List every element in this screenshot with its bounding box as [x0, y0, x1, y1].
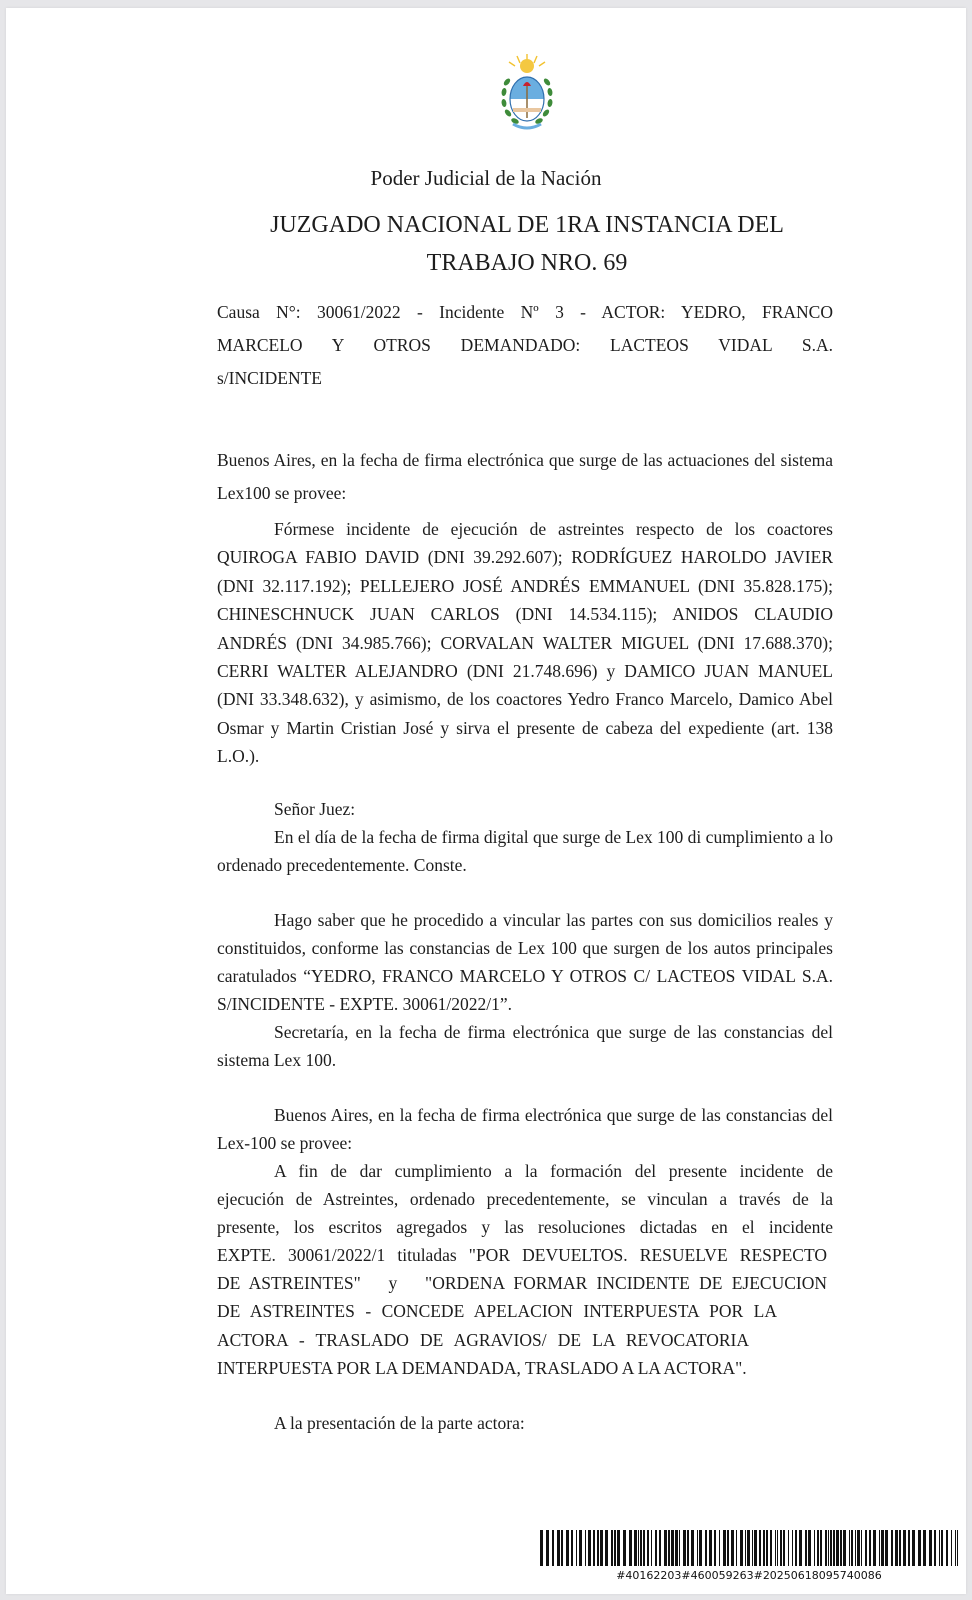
- a-fin-paragraph: [217, 1157, 833, 1382]
- a-fin-line: ejecución de Astreintes, ordenado precedentemente, se vinculan a través de la: [217, 1189, 833, 1210]
- court-title: [0, 206, 972, 282]
- hago-saber-paragraph: Hago saber que he procedido a vincular las partes con sus domicilios reales y constituidos, conforme las constancias de Lex 100 que surgen de los autos principales caratulados “YEDRO, FRANCO MARCELO Y OTROS C/ LACTEOS VIDAL S.A. S/INCIDENTE - EXPTE. 30061/2022/1”.: [217, 910, 833, 1014]
- a-fin-line: INTERPUESTA POR LA DEMANDADA, TRASLADO A LA ACTORA".: [217, 1357, 747, 1378]
- a-fin-line: ACTORA - TRASLADO DE AGRAVIOS/ DE LA REVOCATORIA: [217, 1329, 749, 1350]
- senor-juez-heading: Señor Juez:: [274, 799, 356, 819]
- barcode-number: #40162203#460059263#20250618095740086: [616, 1569, 882, 1582]
- a-fin-line: DE ASTREINTES" y "ORDENA FORMAR INCIDENTE DE EJECUCION: [217, 1273, 827, 1294]
- caption-line3: s/INCIDENTE: [217, 368, 322, 388]
- argentine-coat-of-arms-icon: [495, 52, 559, 142]
- secretaria-paragraph: Secretaría, en la fecha de firma electrónica que surge de las constancias del sistema Lex 100.: [217, 1022, 833, 1070]
- a-fin-line: presente, los escritos agregados y las resoluciones dictadas en el incidente: [217, 1217, 833, 1238]
- buenos-aires-paragraph: Buenos Aires, en la fecha de firma electrónica que surge de las constancias del Lex-100 se provee:: [217, 1105, 833, 1153]
- a-fin-line: DE ASTREINTES - CONCEDE APELACION INTERPUESTA POR LA: [217, 1301, 777, 1322]
- a-fin-line: A fin de dar cumplimiento a la formación del presente incidente de: [274, 1161, 833, 1181]
- caption-line2: MARCELO Y OTROS DEMANDADO: LACTEOS VIDAL S.A.: [217, 335, 833, 355]
- intro-paragraph: Buenos Aires, en la fecha de firma electrónica que surge de las actuaciones del sistema Lex100 se provee:: [217, 450, 833, 503]
- institution-title: Poder Judicial de la Nación: [370, 166, 602, 190]
- court-title-line1: JUZGADO NACIONAL DE 1RA INSTANCIA DEL: [270, 212, 784, 238]
- cumplimiento-paragraph: En el día de la fecha de firma digital que surge de Lex 100 di cumplimiento a lo ordenado precedentemente. Conste.: [217, 827, 834, 875]
- formese-paragraph: Fórmese incidente de ejecución de astreintes respecto de los coactores QUIROGA FABIO DAVID (DNI 39.292.607); RODRÍGUEZ HAROLDO JAVIER (DNI 32.117.192); PELLEJERO JOSÉ ANDRÉS EMMANUEL (DNI 35.828.175); CHINESCHNUCK JUAN CARLOS (DNI 14.534.115); ANIDOS CLAUDIO ANDRÉS (DNI 34.985.766); CORVALAN WALTER MIGUEL (DNI 17.688.370); CERRI WALTER ALEJANDRO (DNI 21.748.696) y DAMICO JUAN MANUEL (DNI 33.348.632), y asimismo, de los coactores Yedro Franco Marcelo, Damico Abel Osmar y Martin Cristian José y sirva el presente de cabeza del expediente (art. 138 L.O.).: [217, 519, 833, 767]
- caption-line1: Causa N°: 30061/2022 - Incidente Nº 3 - ACTOR: YEDRO, FRANCO: [217, 302, 833, 322]
- case-caption: [217, 296, 833, 395]
- a-fin-line: EXPTE. 30061/2022/1 tituladas "POR DEVUELTOS. RESUELVE RESPECTO: [217, 1245, 827, 1266]
- court-title-line2: TRABAJO NRO. 69: [426, 250, 628, 276]
- presentacion-paragraph: A la presentación de la parte actora:: [274, 1413, 525, 1433]
- barcode-icon: [540, 1530, 958, 1566]
